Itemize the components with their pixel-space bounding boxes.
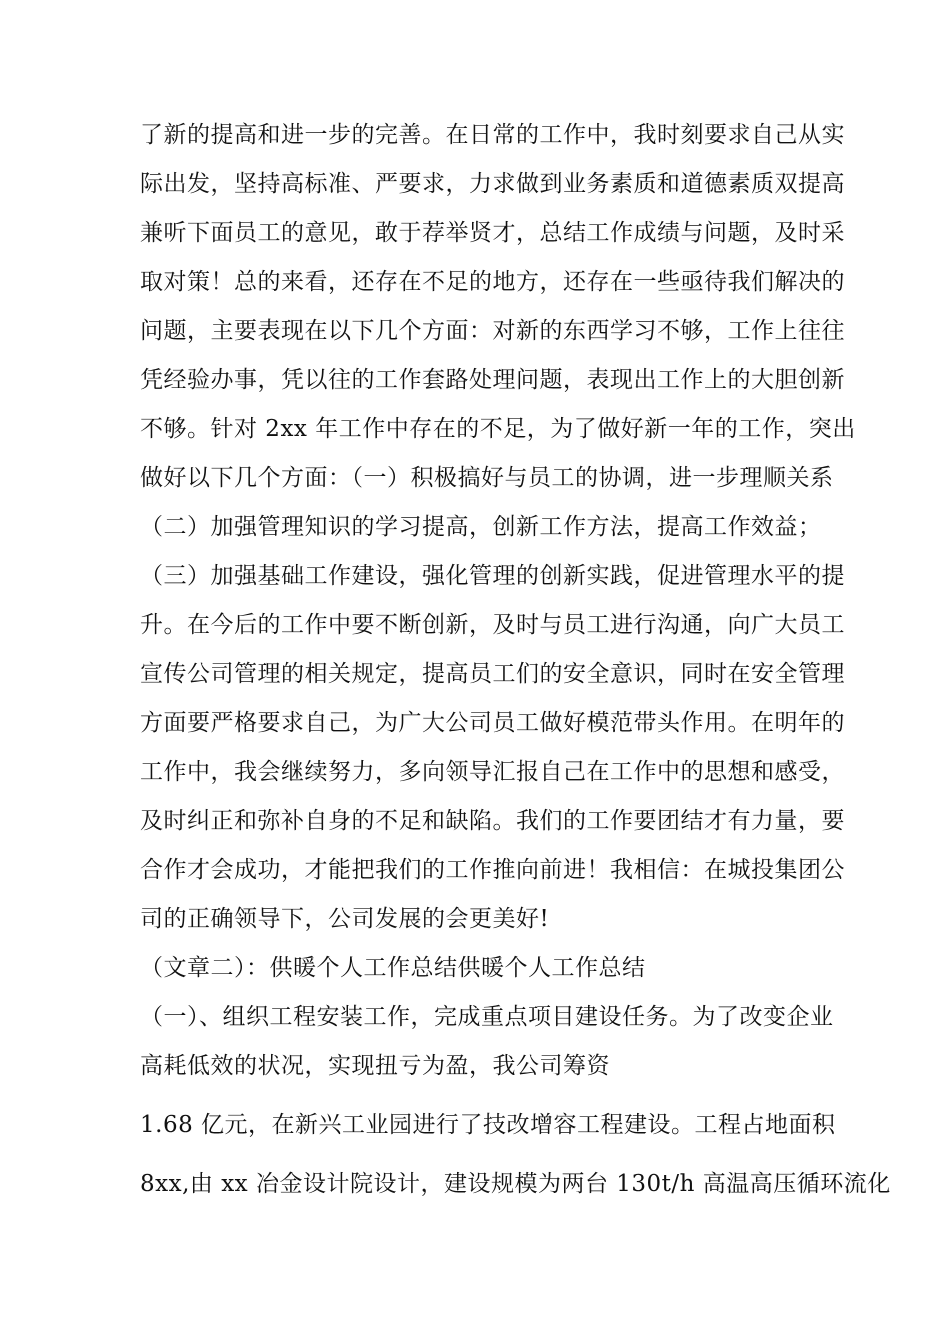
text-line: （三）加强基础工作建设，强化管理的创新实践，促进管理水平的提 xyxy=(140,563,845,589)
text-line: 取对策！总的来看，还存在不足的地方，还存在一些亟待我们解决的 xyxy=(140,269,845,295)
text-line: 兼听下面员工的意见，敢于荐举贤才，总结工作成绩与问题，及时采 xyxy=(140,220,845,246)
text-line: 及时纠正和弥补自身的不足和缺陷。我们的工作要团结才有力量，要 xyxy=(140,808,845,834)
text-line: 方面要严格要求自己，为广大公司员工做好模范带头作用。在明年的 xyxy=(140,710,845,736)
text-line: 工作中，我会继续努力，多向领导汇报自己在工作中的思想和感受， xyxy=(140,759,845,785)
text-line: 合作才会成功，才能把我们的工作推向前进！我相信：在城投集团公 xyxy=(140,857,845,883)
text-line: 1.68 亿元，在新兴工业园进行了技改增容工程建设。工程占地面积 xyxy=(140,1112,836,1138)
text-line: 司的正确领导下，公司发展的会更美好! xyxy=(140,906,550,932)
text-line: 宣传公司管理的相关规定，提高员工们的安全意识，同时在安全管理 xyxy=(140,661,845,687)
text-line: 高耗低效的状况，实现扭亏为盈，我公司筹资 xyxy=(140,1053,610,1079)
text-line: 凭经验办事，凭以往的工作套路处理问题，表现出工作上的大胆创新 xyxy=(140,367,845,393)
text-line: 问题，主要表现在以下几个方面：对新的东西学习不够，工作上往往 xyxy=(140,318,845,344)
text-line: 做好以下几个方面：（一）积极搞好与员工的协调，进一步理顺关系 xyxy=(140,465,834,491)
text-line: 升。在今后的工作中要不断创新，及时与员工进行沟通，向广大员工 xyxy=(140,612,845,638)
text-line: （一）、组织工程安装工作，完成重点项目建设任务。为了改变企业 xyxy=(140,1004,834,1030)
text-line: 不够。针对 2xx 年工作中存在的不足，为了做好新一年的工作，突出 xyxy=(140,416,856,442)
text-line: 际出发，坚持高标准、严要求，力求做到业务素质和道德素质双提高 xyxy=(140,171,845,197)
text-line: 了新的提高和进一步的完善。在日常的工作中，我时刻要求自己从实 xyxy=(140,122,845,148)
text-line: 8xx,由 xx 冶金设计院设计，建设规模为两台 130t/h 高温高压循环流化 xyxy=(140,1171,891,1197)
text-line: （二）加强管理知识的学习提高，创新工作方法，提高工作效益； xyxy=(140,514,822,540)
section-heading: （文章二）：供暖个人工作总结供暖个人工作总结 xyxy=(140,955,646,981)
